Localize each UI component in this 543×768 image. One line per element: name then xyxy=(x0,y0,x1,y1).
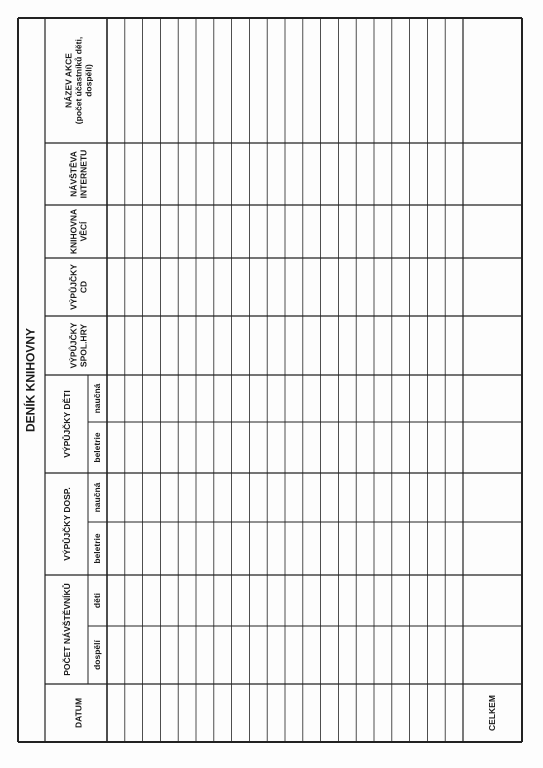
column-header: VÝPŮJČKY DOSP. xyxy=(61,487,72,561)
column-header: POČET NÁVŠTĚVNÍKŮ xyxy=(61,583,72,676)
subcolumn-header: naučná xyxy=(91,383,102,414)
subcolumn-header: beletrie xyxy=(91,533,102,564)
column-header: NÁZEV AKCE xyxy=(63,53,74,108)
column-header: VÝPŮJČKY DĚTI xyxy=(61,390,72,458)
form-grid xyxy=(18,18,522,742)
subcolumn-header: beletrie xyxy=(91,432,102,463)
subcolumn-header: dospělí xyxy=(91,640,102,670)
column-header: KNIHOVNA xyxy=(68,208,79,255)
column-header: (počet účastníků děti, xyxy=(73,36,84,125)
form-title: DENÍK KNIHOVNY xyxy=(23,327,38,433)
column-header: VÝPŮJČKY xyxy=(68,322,79,369)
form-text xyxy=(23,37,497,731)
column-header: CD xyxy=(78,280,89,294)
column-header: VÝPŮJČKY xyxy=(68,264,79,310)
column-header: SPOL.HRY xyxy=(78,323,89,368)
subcolumn-header: naučná xyxy=(91,482,102,513)
column-header: DATUM xyxy=(73,697,84,729)
column-header: VĚCÍ xyxy=(78,221,89,242)
subcolumn-header: děti xyxy=(91,592,102,609)
column-header: dospělí) xyxy=(83,64,94,97)
column-header: INTERNETU xyxy=(78,149,89,199)
column-header: NÁVŠTĚVA xyxy=(68,151,79,197)
total-label: CELKEM xyxy=(486,695,497,731)
